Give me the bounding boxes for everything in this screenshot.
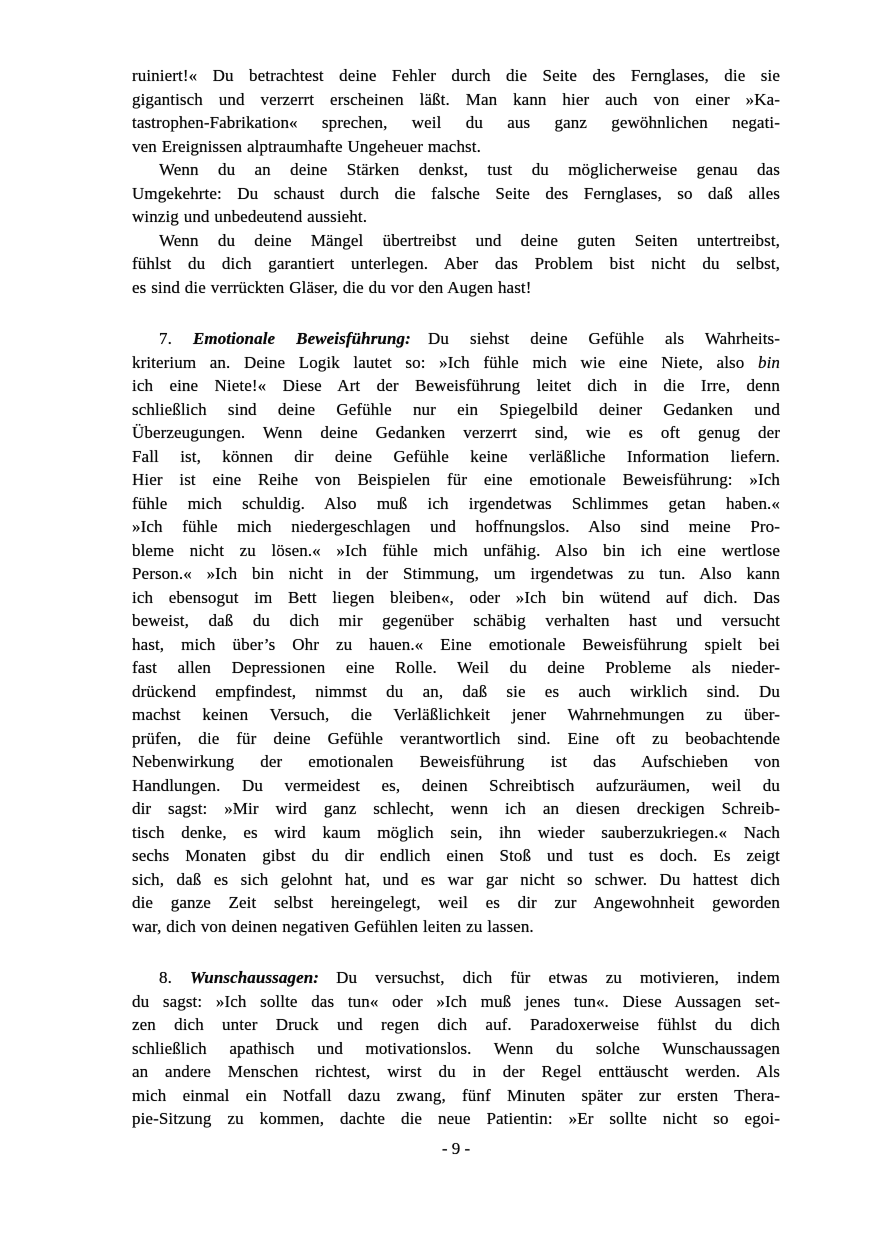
- text-line: [132, 562, 780, 586]
- text-line: [132, 111, 780, 135]
- text-segment: zen dich unter Druck und regen dich auf. Paradoxerweise fühlst du dich: [132, 1015, 780, 1034]
- text-line: [132, 1107, 780, 1131]
- text-segment: 8.: [159, 968, 190, 987]
- text-line: [132, 539, 780, 563]
- paragraph: [132, 158, 780, 229]
- text-line: [132, 891, 780, 915]
- section-lead-label: Emotionale Beweisführung:: [192, 329, 411, 348]
- text-line: [132, 609, 780, 633]
- text-line: [132, 1013, 780, 1037]
- text-segment: Person.« »Ich bin nicht in der Stimmung, um irgendetwas zu tun. Also kann: [132, 564, 780, 583]
- text-line: [132, 750, 780, 774]
- text-segment: fühlst du dich garantiert unterlegen. Aber das Problem bist nicht du selbst,: [132, 254, 780, 273]
- text-segment: machst keinen Versuch, die Verläßlichkeit jener Wahrnehmungen zu über-: [132, 705, 780, 724]
- text-line: [132, 182, 780, 206]
- text-segment: prüfen, die für deine Gefühle verantwortlich sind. Eine oft zu beobachtende: [132, 728, 780, 748]
- paragraph: [132, 229, 780, 300]
- text-segment: Handlungen. Du vermeidest es, deinen Schreibtisch aufzuräumen, weil du: [132, 775, 780, 795]
- text-segment: bleme nicht zu lösen.« »Ich fühle mich unfähig. Also bin ich eine wertlose: [132, 540, 780, 560]
- text-block: [132, 64, 780, 1131]
- text-segment: war, dich von deinen negativen Gefühlen leiten zu lassen.: [132, 916, 534, 936]
- text-segment: ven Ereignissen alptraumhafte Ungeheuer machst.: [132, 136, 481, 156]
- section-lead-label: Wunschaussagen:: [189, 968, 320, 987]
- text-line: [132, 586, 780, 610]
- text-line: [132, 421, 780, 445]
- text-line: [132, 327, 780, 351]
- text-segment: Du siehst deine Gefühle als Wahrheits-: [410, 329, 780, 348]
- text-segment: fühle mich schuldig. Also muß ich irgendetwas Schlimmes getan haben.«: [132, 493, 780, 513]
- text-line: [132, 515, 780, 539]
- text-segment: fast allen Depressionen eine Rolle. Weil du deine Probleme als nieder-: [132, 658, 780, 677]
- text-line: [132, 398, 780, 422]
- text-segment: es sind die verrückten Gläser, die du vor den Augen hast!: [132, 277, 532, 297]
- text-line: [132, 135, 780, 159]
- text-line: [132, 158, 780, 182]
- text-line: [132, 966, 780, 990]
- text-line: [132, 374, 780, 398]
- text-line: [132, 844, 780, 868]
- text-line: [132, 468, 780, 492]
- paragraph: [132, 327, 780, 938]
- paragraph: [132, 64, 780, 158]
- text-segment: Wenn du an deine Stärken denkst, tust du möglicherweise genau das: [159, 160, 780, 179]
- text-segment: winzig und unbedeutend aussieht.: [132, 207, 368, 226]
- text-line: [132, 915, 780, 939]
- text-line: [132, 727, 780, 751]
- text-segment: Nebenwirkung der emotionalen Beweisführung ist das Aufschieben von: [132, 752, 780, 771]
- text-segment: beweist, daß du dich mir gegenüber schäbig verhalten hast und versucht: [132, 611, 780, 630]
- paragraph: [132, 966, 780, 1131]
- text-segment: mich einmal ein Notfall dazu zwang, fünf Minuten später zur ersten Thera-: [132, 1085, 780, 1105]
- text-line: [132, 633, 780, 657]
- text-segment: dir sagst: »Mir wird ganz schlecht, wenn ich an diesen dreckigen Schreib-: [132, 799, 780, 818]
- text-line: [132, 774, 780, 798]
- text-line: [132, 445, 780, 469]
- text-line: [132, 64, 780, 88]
- text-line: [132, 229, 780, 253]
- text-segment: tastrophen-Fabrikation« sprechen, weil du aus ganz gewöhnlichen negati-: [132, 113, 780, 132]
- text-segment: Umgekehrte: Du schaust durch die falsche Seite des Fernglases, so daß alles: [132, 183, 780, 203]
- text-segment: die ganze Zeit selbst hereingelegt, weil es dir zur Angewohnheit geworden: [132, 893, 780, 912]
- text-segment: »Ich fühle mich niedergeschlagen und hoffnungslos. Also sind meine Pro-: [132, 517, 780, 536]
- text-line: [132, 351, 780, 375]
- text-segment: du sagst: »Ich sollte das tun« oder »Ich muß jenes tun«. Diese Aussagen set-: [132, 991, 780, 1011]
- text-line: [132, 680, 780, 704]
- text-segment: sechs Monaten gibst du dir endlich einen Stoß und tust es doch. Es zeigt: [132, 846, 780, 865]
- text-segment: drückend empfindest, nimmst du an, daß sie es auch wirklich sind. Du: [132, 681, 780, 701]
- text-line: [132, 1037, 780, 1061]
- text-line: [132, 88, 780, 112]
- text-segment: Du versuchst, dich für etwas zu motivieren, indem: [319, 968, 780, 987]
- text-line: [132, 205, 780, 229]
- text-segment: 7.: [159, 329, 193, 348]
- text-line: [132, 1060, 780, 1084]
- text-segment: Hier ist eine Reihe von Beispielen für eine emotionale Beweisführung: »Ich: [132, 470, 780, 489]
- text-segment: schließlich sind deine Gefühle nur ein Spiegelbild deiner Gedanken und: [132, 399, 780, 419]
- text-segment: pie-Sitzung zu kommen, dachte die neue Patientin: »Er sollte nicht so egoi-: [132, 1109, 780, 1128]
- page-number: - 9 -: [441, 1139, 471, 1158]
- text-segment: kriterium an. Deine Logik lautet so: »Ich fühle mich wie eine Niete, also: [132, 352, 758, 372]
- text-line: [132, 492, 780, 516]
- text-segment: Überzeugungen. Wenn deine Gedanken verzerrt sind, wie es oft genug der: [132, 423, 780, 442]
- text-segment: Wenn du deine Mängel übertreibst und deine guten Seiten untertreibst,: [159, 230, 780, 250]
- text-line: [132, 821, 780, 845]
- text-segment: an andere Menschen richtest, wirst du in der Regel enttäuscht werden. Als: [132, 1062, 780, 1081]
- text-segment: Fall ist, können dir deine Gefühle keine verläßliche Information liefern.: [132, 446, 780, 466]
- text-line: [132, 1084, 780, 1108]
- text-segment: tisch denke, es wird kaum möglich sein, ihn wieder sauberzukriegen.« Nach: [132, 822, 780, 842]
- text-line: [132, 703, 780, 727]
- text-line: [132, 797, 780, 821]
- text-line: [132, 276, 780, 300]
- text-segment: schließlich apathisch und motivationslos. Wenn du solche Wunschaussagen: [132, 1038, 780, 1058]
- text-segment: bin: [757, 352, 780, 372]
- text-segment: gigantisch und verzerrt erscheinen läßt. Man kann hier auch von einer »Ka-: [132, 89, 780, 109]
- text-segment: ich ebensogut im Bett liegen bleiben«, oder »Ich bin wütend auf dich. Das: [132, 587, 780, 607]
- text-line: [132, 656, 780, 680]
- text-line: [132, 868, 780, 892]
- text-segment: hast, mich über’s Ohr zu hauen.« Eine emotionale Beweisführung spielt bei: [132, 634, 780, 654]
- text-segment: ruiniert!« Du betrachtest deine Fehler durch die Seite des Fernglases, die sie: [132, 66, 780, 85]
- text-segment: ich eine Niete!« Diese Art der Beweisführung leitet dich in die Irre, denn: [132, 376, 780, 395]
- text-segment: sich, daß es sich gelohnt hat, und es war gar nicht so schwer. Du hattest dich: [132, 869, 780, 889]
- text-line: [132, 990, 780, 1014]
- text-line: [132, 252, 780, 276]
